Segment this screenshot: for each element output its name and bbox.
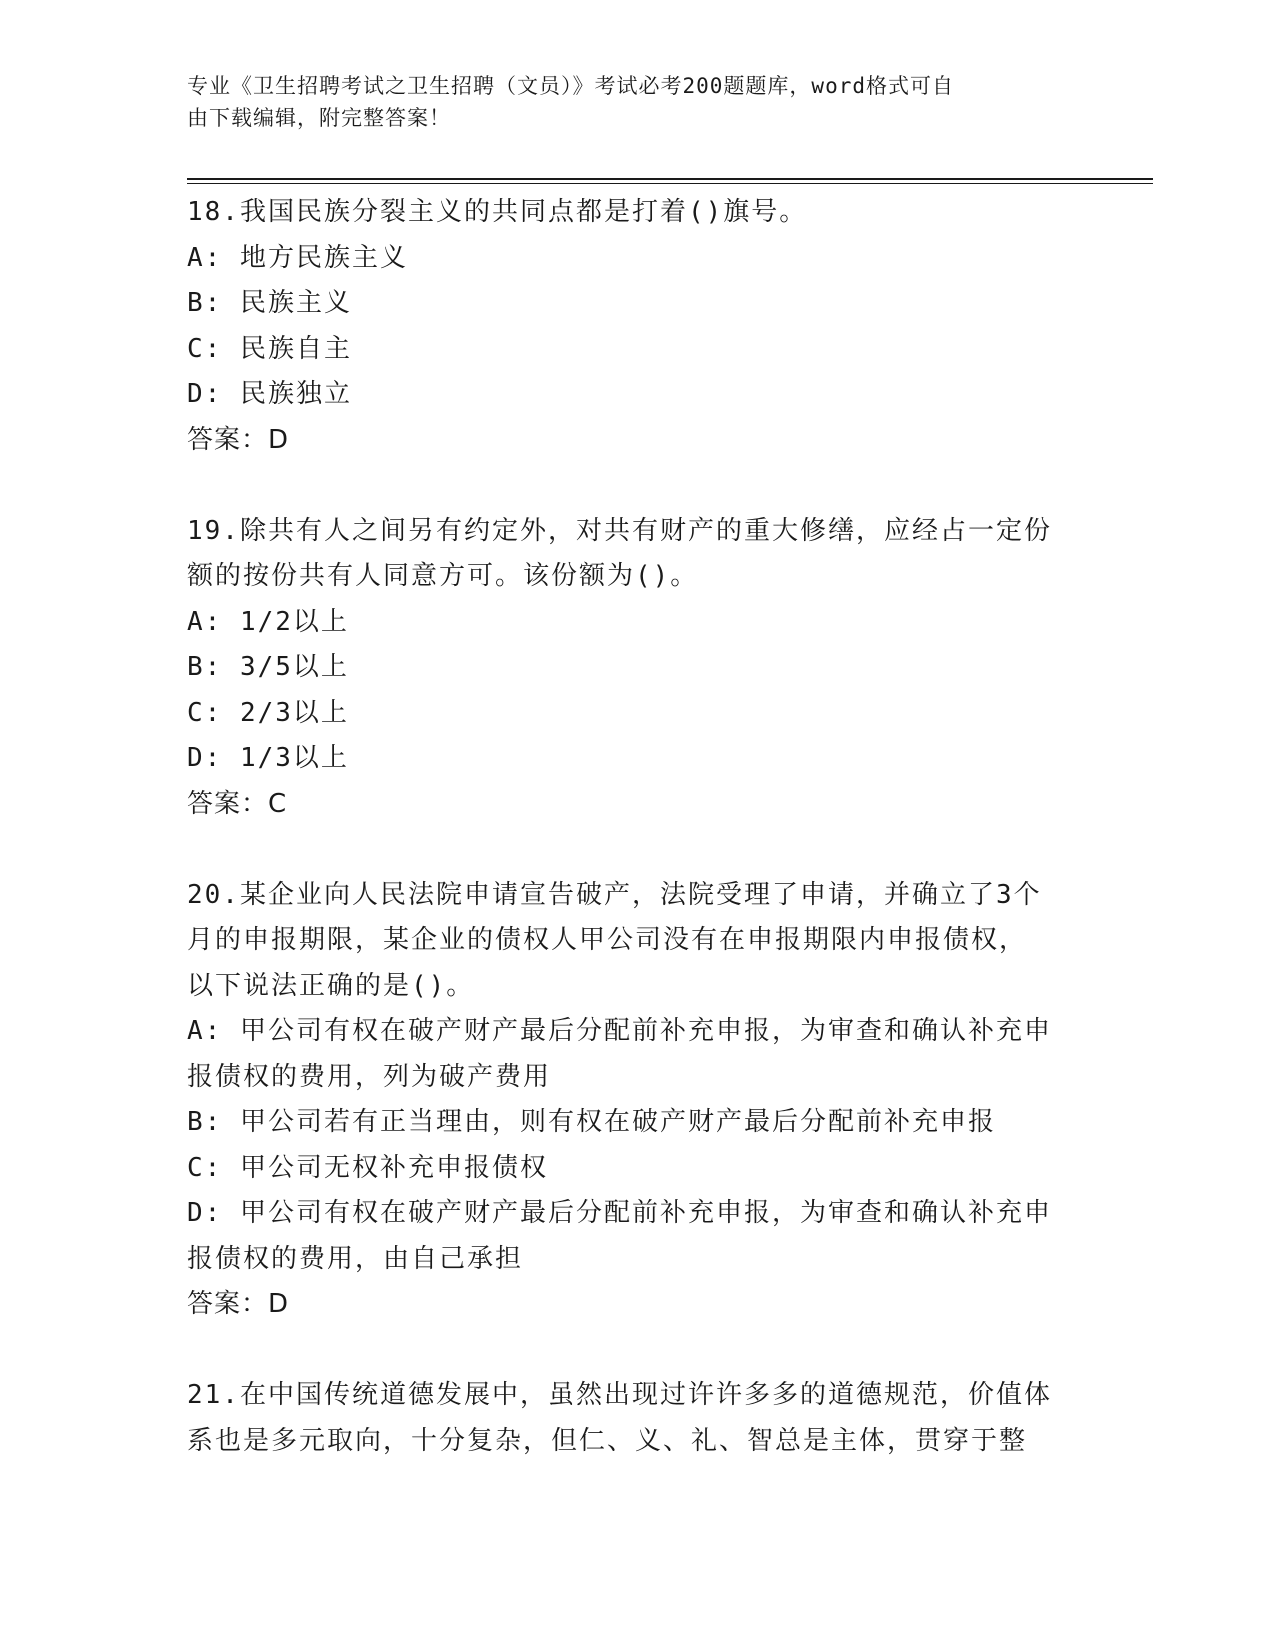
- question-spacer: [187, 1328, 1087, 1374]
- question-block: [187, 190, 1087, 463]
- option-line: C: 2/3以上: [187, 697, 349, 728]
- option-line: A: 甲公司有权在破产财产最后分配前补充申报，为审查和确认补充申: [187, 1016, 1052, 1046]
- option-line: B: 民族主义: [187, 288, 352, 318]
- option-line: 报债权的费用，列为破产费用: [187, 1061, 552, 1092]
- option-line: C: 甲公司无权补充申报债权: [187, 1152, 548, 1183]
- header-line-2: 由下载编辑，附完整答案！: [187, 106, 451, 130]
- question-stem-line: 系也是多元取向，十分复杂，但仁、义、礼、智总是主体，贯穿于整: [187, 1425, 1028, 1456]
- question-stem-line: 21.在中国传统道德发展中，虽然出现过许许多多的道德规范，价值体: [187, 1380, 1052, 1410]
- answer-line: 答案：C: [187, 788, 288, 819]
- header-line-1: 专业《卫生招聘考试之卫生招聘（文员）》考试必考200题题库，word格式可自: [187, 74, 954, 98]
- question-spacer: [187, 827, 1087, 873]
- question-stem-line: 以下说法正确的是()。: [187, 970, 475, 1001]
- option-line: B: 3/5以上: [187, 652, 349, 682]
- question-list: [187, 190, 1087, 1464]
- option-line: B: 甲公司若有正当理由，则有权在破产财产最后分配前补充申报: [187, 1107, 996, 1137]
- header-divider-thick: [187, 178, 1153, 180]
- question-stem-line: 19.除共有人之间另有约定外，对共有财产的重大修缮，应经占一定份: [187, 515, 1052, 546]
- option-line: D: 甲公司有权在破产财产最后分配前补充申报，为审查和确认补充申: [187, 1198, 1052, 1228]
- option-line: D: 民族独立: [187, 379, 352, 409]
- option-line: 报债权的费用，由自己承担: [187, 1243, 524, 1274]
- question-stem-line: 月的申报期限，某企业的债权人甲公司没有在申报期限内申报债权，: [187, 925, 1028, 955]
- question-stem-line: 额的按份共有人同意方可。该份额为()。: [187, 561, 699, 591]
- question-stem-line: 20.某企业向人民法院申请宣告破产，法院受理了申请，并确立了3个: [187, 879, 1042, 910]
- question-block: [187, 1373, 1087, 1464]
- document-header: [187, 70, 1087, 134]
- answer-line: 答案：D: [187, 424, 290, 455]
- option-line: A: 地方民族主义: [187, 242, 408, 273]
- option-line: C: 民族自主: [187, 333, 352, 364]
- question-block: [187, 873, 1087, 1328]
- question-spacer: [187, 463, 1087, 509]
- option-line: D: 1/3以上: [187, 743, 349, 773]
- question-block: [187, 509, 1087, 828]
- option-line: A: 1/2以上: [187, 606, 349, 637]
- question-stem-line: 18.我国民族分裂主义的共同点都是打着()旗号。: [187, 197, 808, 227]
- answer-line: 答案：D: [187, 1289, 290, 1319]
- header-divider-thin: [187, 183, 1153, 184]
